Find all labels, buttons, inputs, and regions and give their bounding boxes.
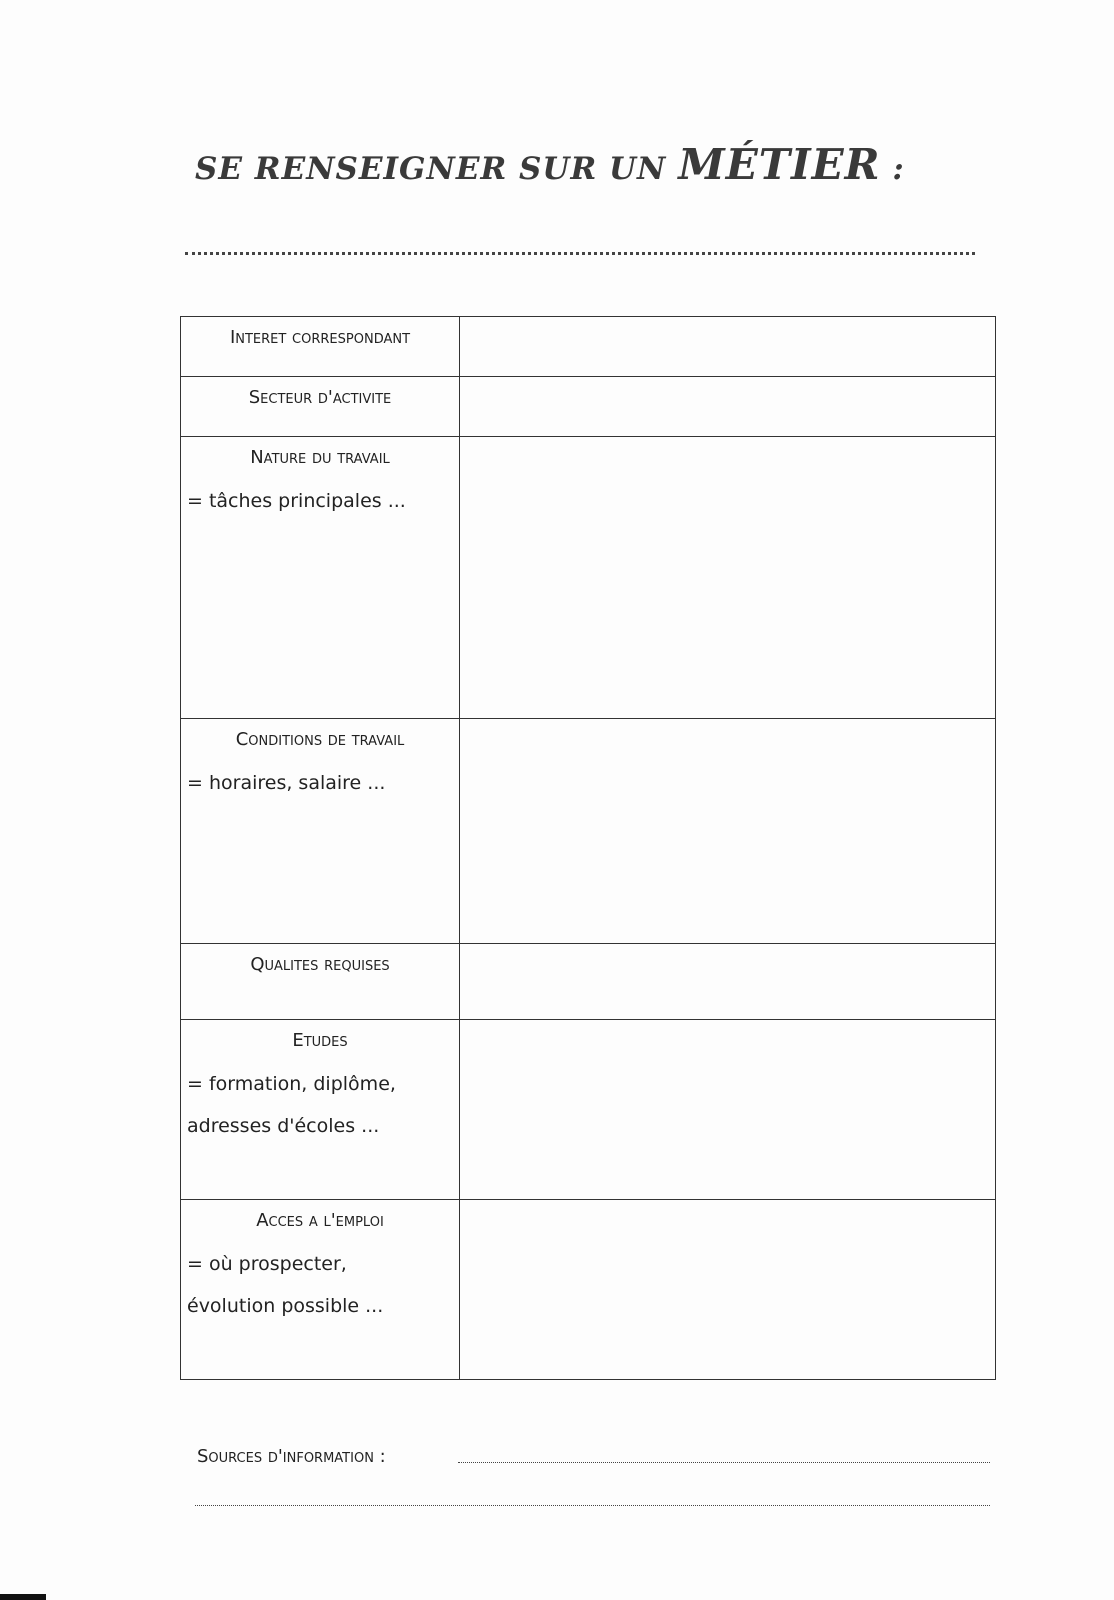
job-info-table bbox=[180, 316, 996, 1380]
nature-field[interactable] bbox=[460, 437, 996, 719]
page-title bbox=[195, 140, 995, 189]
table-row bbox=[181, 317, 996, 377]
conditions-field[interactable] bbox=[460, 719, 996, 944]
job-name-field[interactable] bbox=[185, 252, 975, 255]
row-heading: Nature du travail bbox=[250, 447, 390, 468]
sources-label: Sources d'information : bbox=[197, 1446, 386, 1467]
title-colon: : bbox=[892, 151, 905, 187]
table-row bbox=[181, 1200, 996, 1380]
row-heading: Conditions de travail bbox=[235, 729, 405, 750]
row-note: adresses d'écoles ... bbox=[187, 1115, 380, 1137]
row-note: = formation, diplôme, bbox=[187, 1073, 396, 1095]
scan-mark bbox=[0, 1594, 46, 1600]
secteur-field[interactable] bbox=[460, 377, 996, 437]
qualites-field[interactable] bbox=[460, 944, 996, 1020]
row-note: = horaires, salaire ... bbox=[187, 772, 386, 794]
row-note: évolution possible ... bbox=[187, 1295, 384, 1317]
row-heading: Secteur d'activite bbox=[248, 387, 392, 408]
acces-field[interactable] bbox=[460, 1200, 996, 1380]
title-metier: MÉTIER bbox=[678, 140, 881, 189]
row-heading: Interet correspondant bbox=[229, 327, 411, 348]
table-row bbox=[181, 437, 996, 719]
row-note: = tâches principales ... bbox=[187, 490, 406, 512]
table-row bbox=[181, 719, 996, 944]
table-row bbox=[181, 1020, 996, 1200]
row-heading: Qualites requises bbox=[250, 954, 390, 975]
title-text: SE RENSEIGNER SUR UN bbox=[195, 151, 667, 187]
etudes-field[interactable] bbox=[460, 1020, 996, 1200]
sources-field-line-1[interactable] bbox=[458, 1462, 990, 1463]
row-heading: Acces a l'emploi bbox=[256, 1210, 384, 1231]
row-heading: Etudes bbox=[292, 1030, 348, 1051]
table-row bbox=[181, 944, 996, 1020]
sources-field-line-2[interactable] bbox=[195, 1505, 990, 1506]
table-row bbox=[181, 377, 996, 437]
row-note: = où prospecter, bbox=[187, 1253, 347, 1275]
interet-field[interactable] bbox=[460, 317, 996, 377]
